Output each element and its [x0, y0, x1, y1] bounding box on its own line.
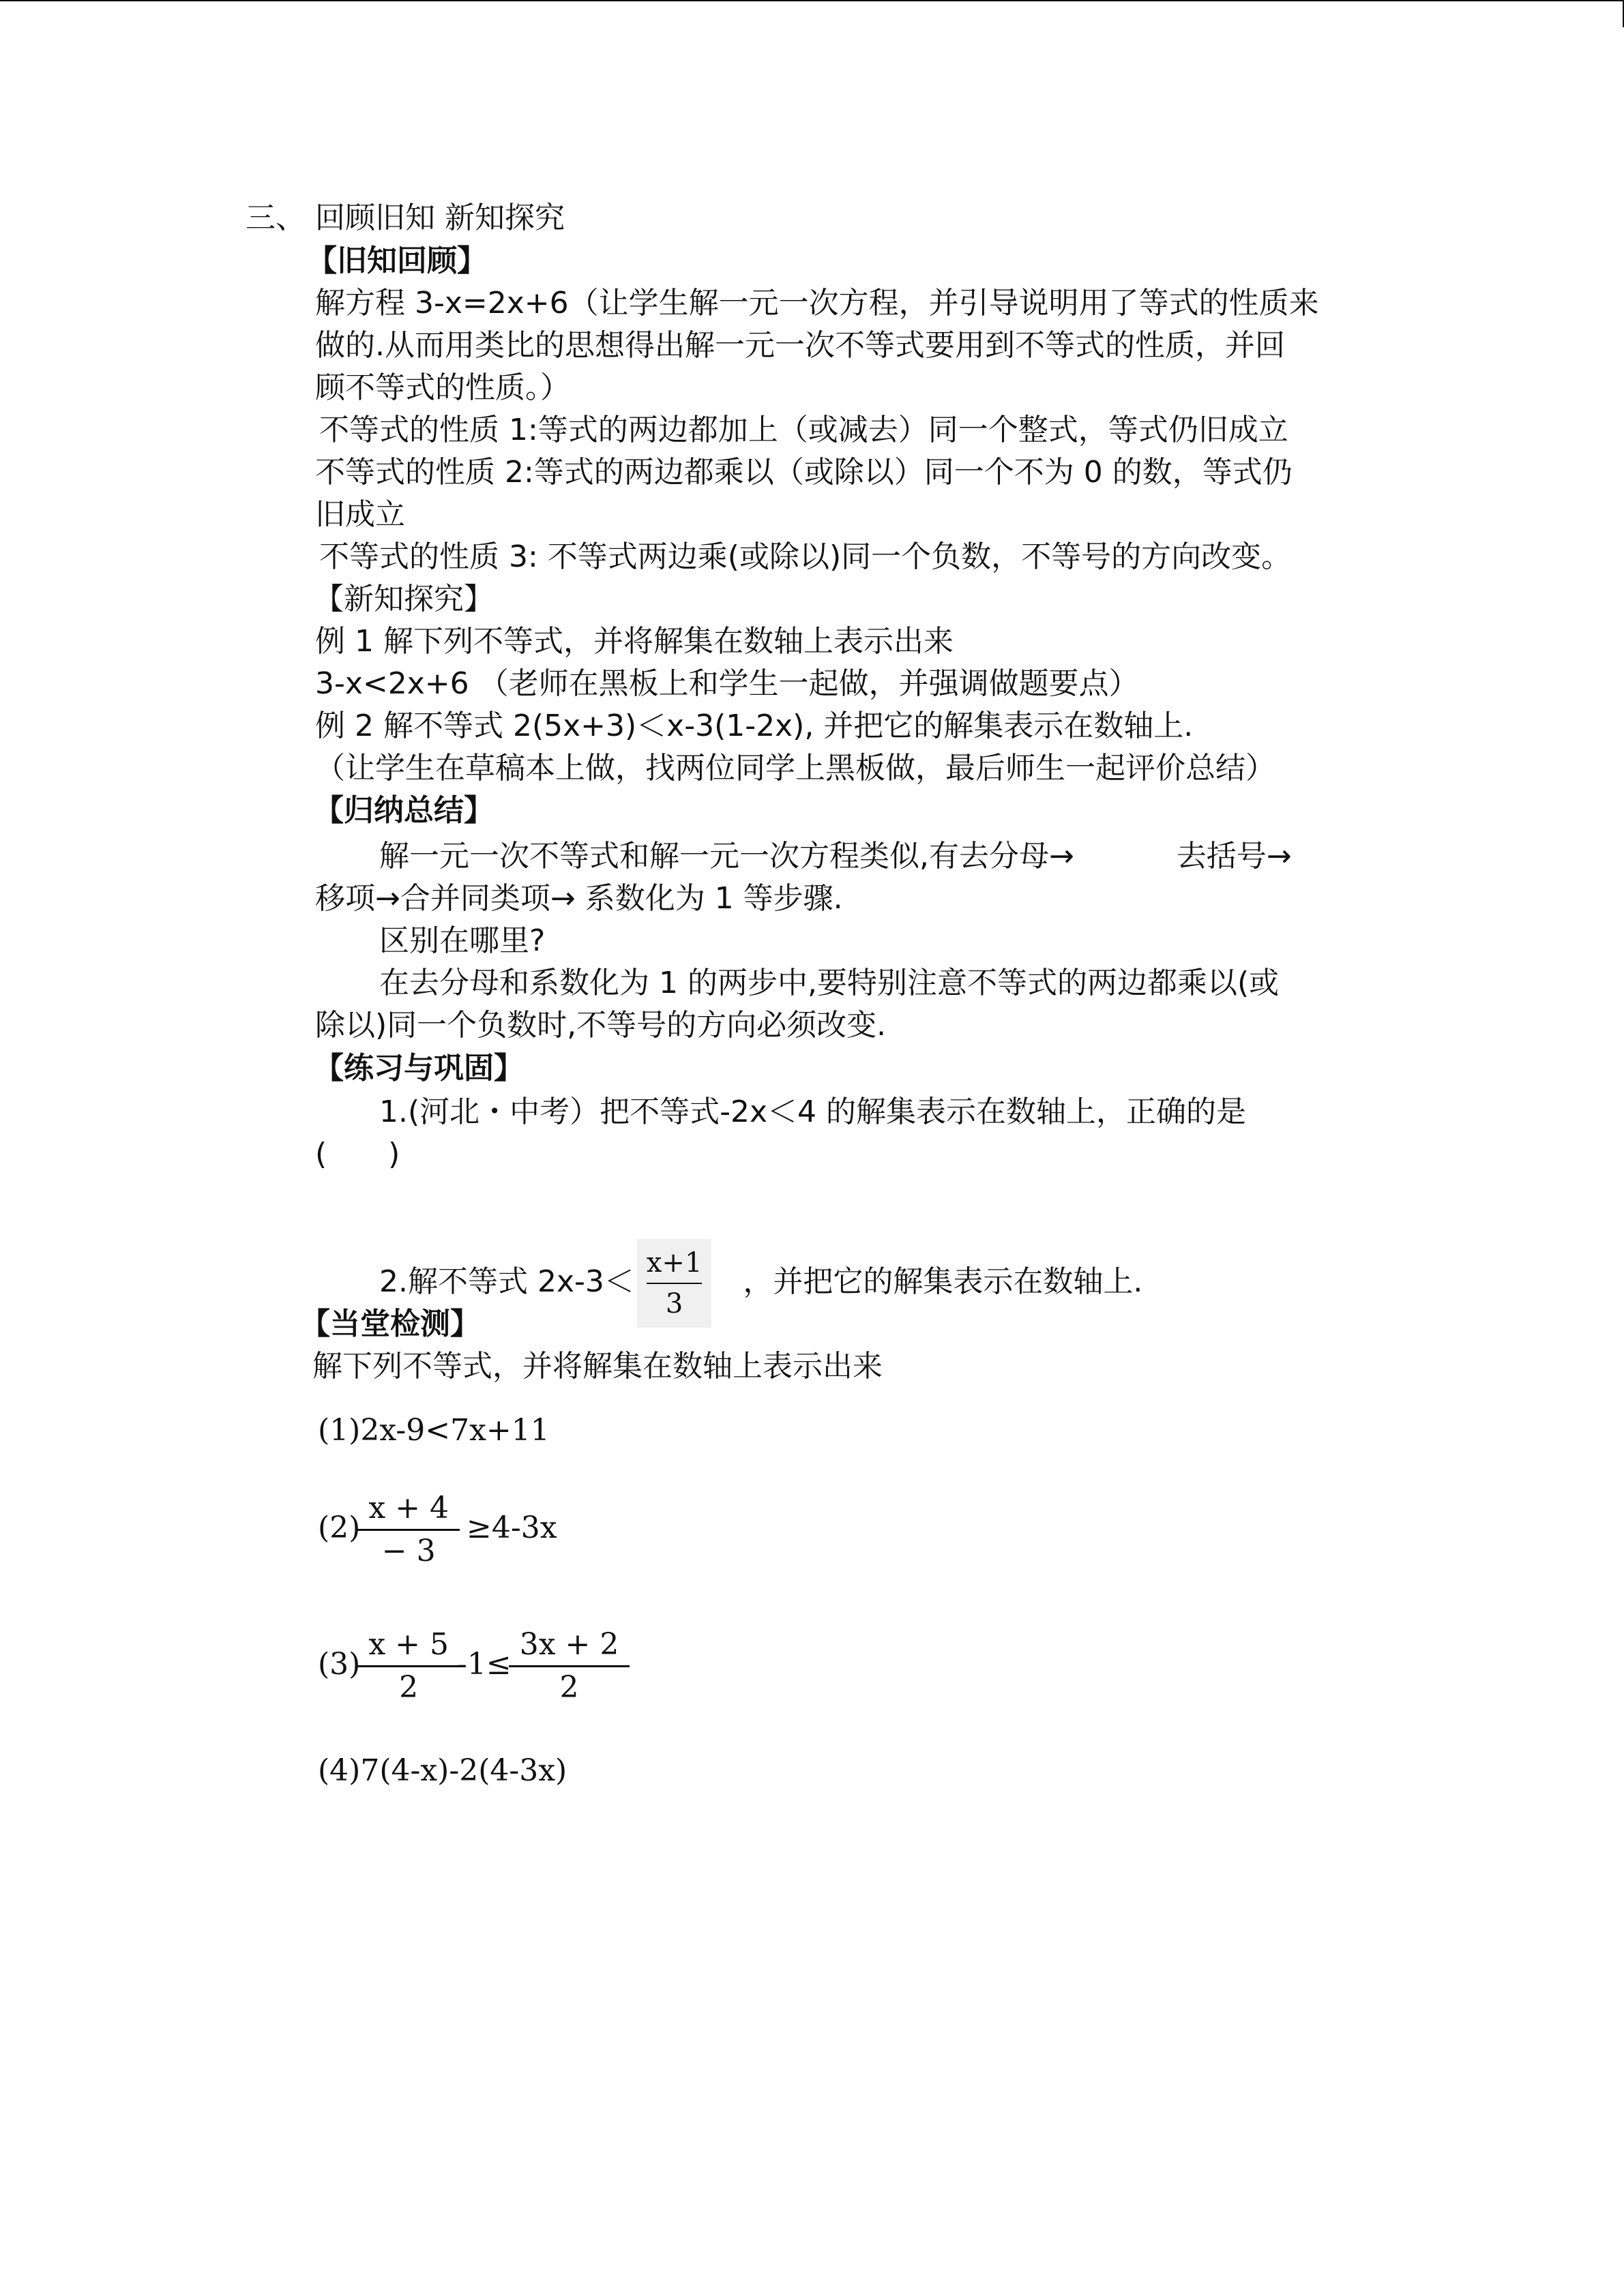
- page-top-border: [0, 0, 1624, 1]
- practice-question-1: 1.(河北・中考）把不等式-2x＜4 的解集表示在数轴上，正确的是: [379, 1094, 1247, 1129]
- practice-title: 【练习与巩固】: [314, 1051, 524, 1086]
- practice-question-2-prefix: 2.解不等式 2x-3＜: [379, 1264, 634, 1299]
- problem-2-rest: ≥4-3x: [466, 1510, 557, 1545]
- example-1: 例 1 解下列不等式，并将解集在数轴上表示出来: [315, 624, 954, 659]
- inequality-property-1: 不等式的性质 1:等式的两边都加上（或减去）同一个整式，等式仍旧成立: [319, 413, 1288, 447]
- summary-line-1-part-b: 去括号→: [1176, 839, 1292, 874]
- example-1-detail: 3-x<2x+6 （老师在黑板上和学生一起做，并强调做题要点）: [315, 666, 1139, 701]
- inequality-property-2-line-2: 旧成立: [315, 497, 405, 532]
- problem-3-label: (3): [318, 1647, 361, 1682]
- check-title: 【当堂检测】: [300, 1307, 480, 1341]
- problem-3-right-numerator: 3x + 2: [519, 1627, 619, 1662]
- problem-3-fraction-right: [514, 1627, 625, 1705]
- check-problem-4: (4)7(4-x)-2(4-3x): [318, 1753, 567, 1788]
- review-intro-line-3: 顾不等式的性质。）: [315, 370, 570, 405]
- summary-line-1: [379, 836, 1292, 877]
- inequality-property-3: 不等式的性质 3: 不等式两边乘(或除以)同一个负数，不等号的方向改变。: [319, 539, 1292, 574]
- problem-2-fraction: [363, 1491, 454, 1569]
- summary-line-2: 移项→合并同类项→ 系数化为 1 等步骤.: [315, 881, 843, 916]
- problem-3-right-denominator: 2: [509, 1665, 630, 1705]
- fraction-denominator: 3: [647, 1283, 703, 1321]
- problem-3-fraction-left: [363, 1627, 454, 1705]
- summary-note-line-2: 除以)同一个负数时,不等号的方向必须改变.: [315, 1008, 887, 1043]
- section-heading: 三、 回顾旧知 新知探究: [246, 200, 565, 235]
- explore-title: 【新知探究】: [314, 582, 494, 616]
- answer-paren-open: (: [315, 1137, 327, 1172]
- problem-3-left-numerator: x + 5: [368, 1627, 449, 1662]
- summary-note-line-1: 在去分母和系数化为 1 的两步中,要特别注意不等式的两边都乘以(或: [379, 966, 1280, 1000]
- check-instruction: 解下列不等式，并将解集在数轴上表示出来: [312, 1349, 883, 1384]
- summary-title: 【归纳总结】: [314, 793, 494, 828]
- inequality-property-2-line-1: 不等式的性质 2:等式的两边都乘以（或除以）同一个不为 0 的数，等式仍: [315, 455, 1293, 490]
- check-problem-2: [318, 1484, 557, 1572]
- answer-paren-close: ): [388, 1137, 400, 1172]
- fraction-x-plus-1-over-3: [637, 1239, 712, 1328]
- example-2-note: （让学生在草稿本上做，找两位同学上黑板做，最后师生一起评价总结）: [315, 751, 1275, 786]
- summary-line-1-part-a: 解一元一次不等式和解一元一次方程类似,有去分母→: [379, 839, 1074, 874]
- review-intro-line-2: 做的.从而用类比的思想得出解一元一次不等式要用到不等式的性质，并回: [315, 328, 1285, 363]
- problem-2-denominator: − 3: [357, 1529, 460, 1569]
- check-problem-3: [318, 1620, 627, 1709]
- review-intro-line-1: 解方程 3-x=2x+6（让学生解一元一次方程，并引导说明用了等式的性质来: [315, 286, 1319, 320]
- fraction-numerator: x+1: [646, 1247, 703, 1279]
- problem-2-numerator: x + 4: [368, 1491, 449, 1525]
- review-title: 【旧知回顾】: [307, 243, 487, 278]
- check-problem-1: (1)2x-9<7x+11: [318, 1413, 550, 1448]
- example-2: 例 2 解不等式 2(5x+3)＜x-3(1-2x), 并把它的解集表示在数轴上.: [315, 709, 1194, 743]
- practice-question-2-suffix: ，并把它的解集表示在数轴上.: [743, 1264, 1143, 1299]
- problem-2-label: (2): [318, 1510, 361, 1545]
- summary-question: 区别在哪里?: [379, 923, 546, 958]
- problem-3-left-denominator: 2: [357, 1665, 460, 1705]
- practice-question-1-answer-blank: [315, 1134, 400, 1175]
- practice-question-2: [379, 1234, 1142, 1330]
- problem-3-middle: -1≤: [456, 1647, 512, 1682]
